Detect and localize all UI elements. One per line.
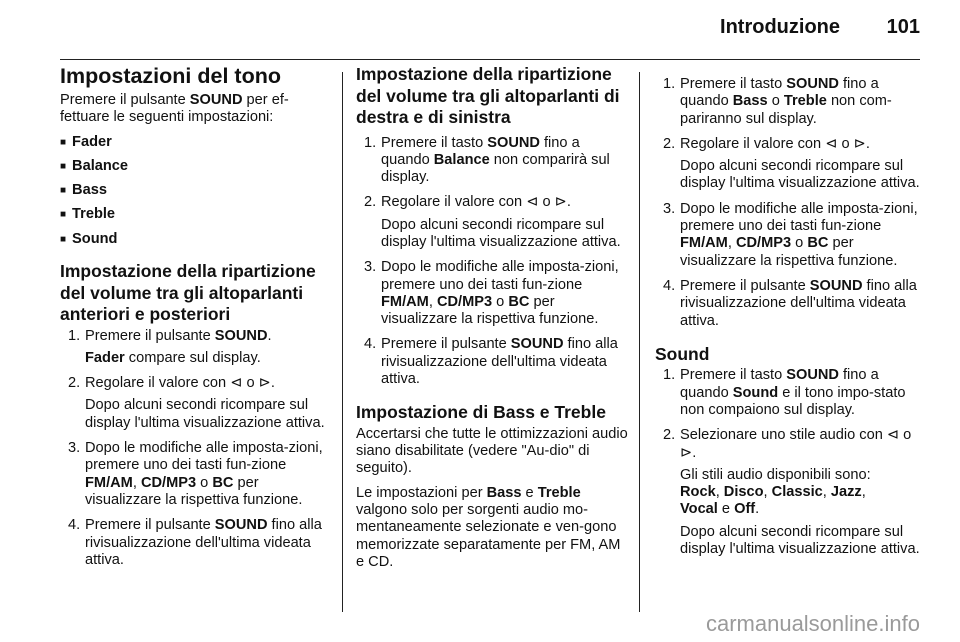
step: 2. Regolare il valore con ⊲ o ⊳. Dopo alcuni secondi ricompare sul display l'ultima visualizzazione attiva. — [364, 194, 621, 250]
step: 1. Premere il tasto SOUND fino a quando Balance non comparirà sul display. — [364, 134, 610, 186]
step: 1. Premere il tasto SOUND fino a quando Bass o Treble non com-pariranno sul display. — [663, 76, 892, 127]
step: 4. Premere il pulsante SOUND fino alla rivisualizzazione dell'ultima videata attiva. — [68, 517, 322, 568]
step: 3. Dopo le modifiche alle imposta-zioni, premere uno dei tasti fun-zione FM/AM, CD/MP3 o BC per visualizzare la rispettiva funzione. — [68, 440, 323, 508]
steps-list — [655, 367, 925, 558]
step: 4. Premere il pulsante SOUND fino alla rivisualizzazione dell'ultima videata attiva. — [364, 336, 618, 388]
step: 2. Regolare il valore con ⊲ o ⊳. Dopo alcuni secondi ricompare sul display l'ultima visualizzazione attiva. — [68, 375, 325, 431]
subsection-title: Impostazione della ripartizione del volume tra gli altoparlanti anteriori e posteriori — [60, 261, 316, 325]
intro-paragraph: Premere il pulsante SOUND per ef-fettuare le seguenti impostazioni: — [60, 92, 289, 126]
list-item: ■ Sound — [60, 231, 332, 249]
subsection-title: Impostazione di Bass e Treble — [356, 402, 606, 423]
step: 3. Dopo le modifiche alle imposta-zioni, premere uno dei tasti fun-zione FM/AM, CD/MP3 o BC per visualizzare la rispettiva funzione. — [364, 259, 619, 328]
list-item: ■ Treble — [60, 206, 332, 224]
header-rule — [60, 59, 920, 60]
column-divider — [342, 72, 343, 612]
list-item: ■ Fader — [60, 134, 332, 152]
step: 3. Dopo le modifiche alle imposta-zioni, premere uno dei tasti fun-zione FM/AM, CD/MP3 o BC per visualizzare la rispettiva funzione. — [663, 200, 918, 269]
list-item: ■ Balance — [60, 158, 332, 176]
subsection-title: Sound — [655, 343, 710, 364]
steps-list — [356, 135, 628, 389]
settings-list — [60, 134, 332, 249]
step: 2. Selezionare uno stile audio con ⊲ o ⊳. Gli stili audio disponibili sono: Rock, Disco, Classic, Jazz, Vocal e Off. Dopo alcuni secondi ricompare sul display l'ultima visualizzazione attiva. — [655, 427, 925, 558]
steps-list — [60, 328, 332, 570]
running-header-title: Introduzione — [720, 16, 840, 38]
step: 1. Premere il tasto SOUND fino a quando Sound e il tono impo-stato non compaiono sul display. — [663, 367, 906, 418]
column-divider — [639, 72, 640, 612]
subsection-title: Impostazione della ripartizione del volume tra gli altoparlanti di destra e di sinistra — [356, 64, 620, 127]
audio-styles: Rock, Disco, Classic, Jazz, Vocal e Off. — [680, 484, 866, 518]
watermark: carmanualsonline.info — [705, 611, 920, 636]
step: 2. Regolare il valore con ⊲ o ⊳. Dopo alcuni secondi ricompare sul display l'ultima visualizzazione attiva. — [663, 135, 920, 192]
paragraph: Accertarsi che tutte le ottimizzazioni audio siano disabilitate (vedere "Au-dio" di seguito). — [356, 425, 628, 477]
steps-list — [655, 76, 925, 330]
list-item: ■ Bass — [60, 182, 332, 200]
step: 4. Premere il pulsante SOUND fino alla rivisualizzazione dell'ultima videata attiva. — [663, 277, 917, 329]
paragraph: Le impostazioni per Bass e Treble valgono solo per sorgenti audio mo-mentaneamente selezionate e ven-gono memorizzate separatamente per FM, AM e CD. — [356, 484, 621, 570]
column-1 — [60, 64, 332, 583]
page-number: 101 — [886, 16, 920, 38]
column-2 — [356, 64, 628, 578]
step: 1. Premere il pulsante SOUND. Fader compare sul display. — [68, 327, 272, 366]
section-title: Impostazioni del tono — [60, 64, 281, 88]
column-3 — [655, 64, 925, 572]
